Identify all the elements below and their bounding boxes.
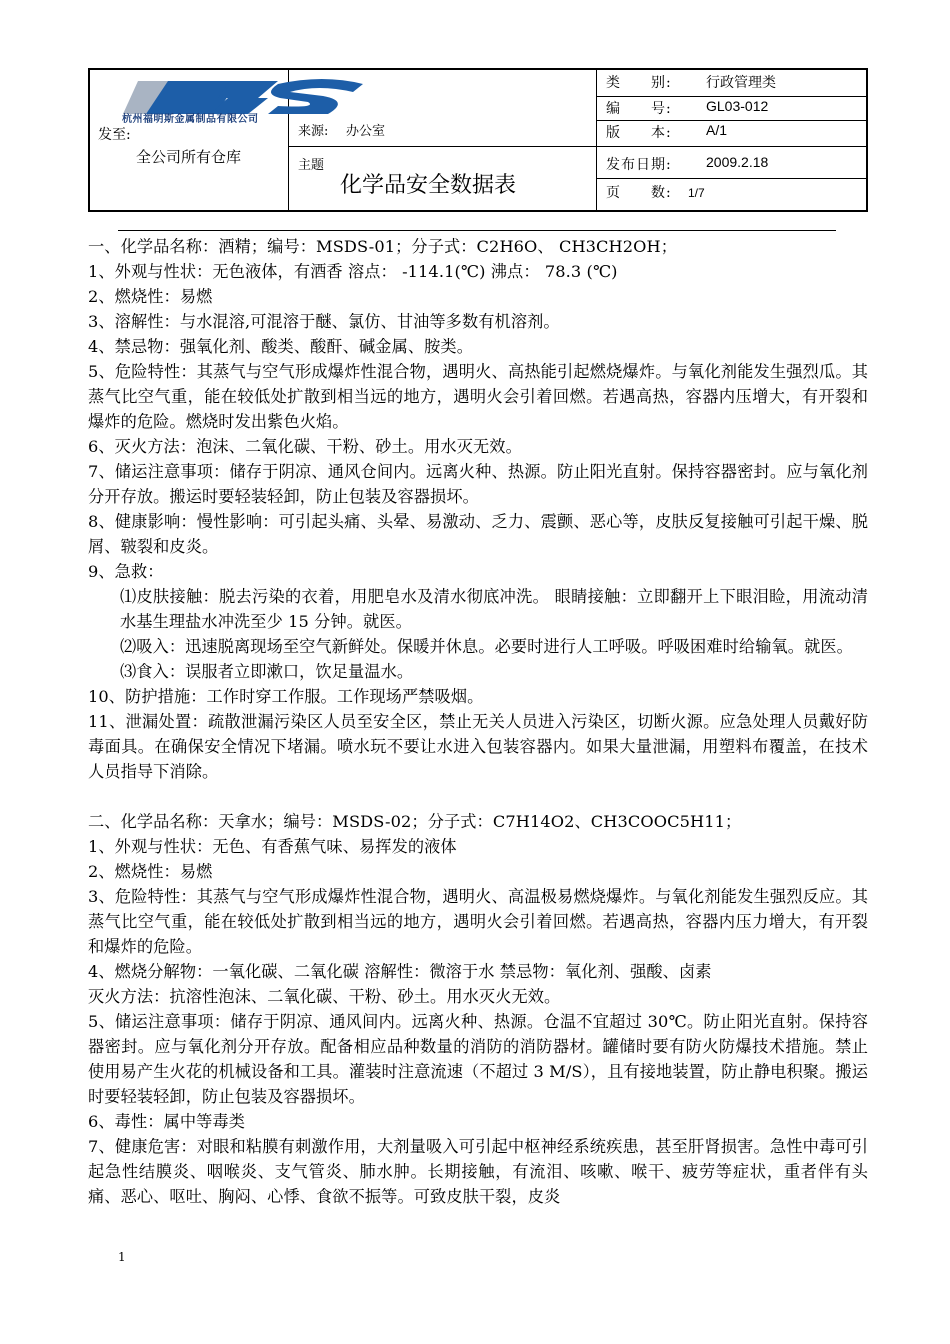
paragraph: 4、燃烧分解物：一氧化碳、二氧化碳 溶解性：微溶于水 禁忌物：氧化剂、强酸、卤素 — [88, 962, 712, 981]
first-aid-item: ⑴皮肤接触：脱去污染的衣着，用肥皂水及清水彻底冲洗。 眼睛接触：立即翻开上下眼泪睑，用流动清水基生理盐水冲洗至少 15 分钟。就医。 — [120, 587, 868, 631]
meta-value-pages: 1/7 — [688, 186, 705, 200]
paragraph: 8、健康影响：慢性影响：可引起头痛、头晕、易激动、乏力、震颤、恶心等，皮肤反复接触可引起干燥、脱屑、皲裂和皮炎。 — [88, 512, 868, 556]
paragraph: 9、急救： — [88, 562, 164, 581]
section1-heading: 一、化学品名称：酒精；编号：MSDS-01；分子式：C2H6O、 CH3CH2OH； — [88, 237, 678, 256]
header-divider — [596, 120, 866, 121]
first-aid-item: ⑶食入：误服者立即漱口，饮足量温水。 — [120, 662, 414, 681]
meta-label-date: 发布日期: — [606, 157, 672, 173]
paragraph: 1、外观与性状：无色、有香蕉气味、易挥发的液体 — [88, 837, 457, 856]
source-value: 办公室 — [346, 124, 386, 139]
paragraph: 6、灭火方法：泡沫、二氧化碳、干粉、砂土。用水灭无效。 — [88, 437, 522, 456]
paragraph: 4、禁忌物：强氧化剂、酸类、酸酐、碱金属、胺类。 — [88, 337, 474, 356]
meta-value-version: A/1 — [706, 122, 728, 138]
meta-value-date: 2009.2.18 — [706, 154, 769, 170]
page-number: 1 — [118, 1250, 126, 1264]
document-body — [88, 234, 868, 1209]
header-rule — [118, 230, 836, 231]
paragraph: 10、防护措施：工作时穿工作服。工作现场严禁吸烟。 — [88, 687, 484, 706]
document-title: 化学品安全数据表 — [340, 173, 517, 198]
source-label: 来源: — [298, 124, 329, 139]
header-divider — [596, 178, 866, 179]
paragraph: 6、毒性：属中等毒类 — [88, 1112, 245, 1131]
company-name-strip: 杭州福明斯金属制品有限公司 — [122, 114, 259, 125]
header-divider — [596, 96, 866, 97]
meta-label-category: 类 别: — [606, 75, 672, 91]
header-divider — [288, 146, 866, 147]
section2-heading: 二、化学品名称：天拿水；编号：MSDS-02；分子式：C7H14O2、CH3COOC5H11； — [88, 812, 742, 831]
send-to-label: 发至: — [98, 127, 131, 143]
paragraph: 2、燃烧性：易燃 — [88, 862, 213, 881]
meta-label-pages: 页 数: — [606, 185, 672, 201]
meta-value-category: 行政管理类 — [706, 74, 776, 90]
paragraph: 11、泄漏处置：疏散泄漏污染区人员至安全区，禁止无关人员进入污染区，切断火源。应急处理人员戴好防毒面具。在确保安全情况下堵漏。喷水玩不要让水进入包装容器内。如果大量泄漏，用塑料布覆盖，在技术人员指导下消除。 — [88, 712, 868, 781]
meta-label-version: 版 本: — [606, 125, 672, 141]
paragraph: 3、危险特性：其蒸气与空气形成爆炸性混合物，遇明火、高温极易燃烧爆炸。与氧化剂能发生强烈反应。其蒸气比空气重，能在较低处扩散到相当远的地方，遇明火会引着回燃。若遇高热，容器内压力增大，有开裂和爆炸的危险。 — [88, 887, 868, 956]
meta-value-number: GL03-012 — [706, 98, 769, 114]
paragraph: 2、燃烧性：易燃 — [88, 287, 213, 306]
paragraph: 3、溶解性：与水混溶,可混溶于醚、氯仿、甘油等多数有机溶剂。 — [88, 312, 560, 331]
paragraph: 7、健康危害：对眼和粘膜有刺激作用，大剂量吸入可引起中枢神经系统疾患，甚至肝肾损害。急性中毒可引起急性结膜炎、咽喉炎、支气管炎、肺水肿。长期接触，有流泪、咳嗽、喉干、疲劳等症状，重者伴有头痛、恶心、呕吐、胸闷、心悸、食欲不振等。可致皮肤干裂，皮炎 — [88, 1137, 868, 1206]
first-aid-item: ⑵吸入：迅速脱离现场至空气新鲜处。保暖并休息。必要时进行人工呼吸。呼吸困难时给输氧。就医。 — [120, 637, 853, 656]
paragraph: 5、危险特性：其蒸气与空气形成爆炸性混合物，遇明火、高热能引起燃烧爆炸。与氧化剂能发生强烈瓜。其蒸气比空气重，能在较低处扩散到相当远的地方，遇明火会引着回燃。若遇高热，容器内压增大，有开裂和爆炸的危险。燃烧时发出紫色火焰。 — [88, 362, 868, 431]
meta-label-number: 编 号: — [606, 101, 672, 117]
paragraph: 5、储运注意事项：储存于阴凉、通风间内。远离火种、热源。仓温不宜超过 30℃。防止阳光直射。保持容器密封。应与氧化剂分开存放。配备相应品种数量的消防的消防器材。罐储时要有防火防爆技术措施。禁止使用易产生火花的机械设备和工具。灌装时注意流速（不超过 3 M/S），且有接地装置，防止静电积聚。搬运时要轻装轻卸，防止包装及容器损坏。 — [88, 1012, 868, 1106]
topic-label: 主题 — [298, 158, 325, 173]
header-divider — [596, 70, 597, 210]
paragraph: 灭火方法：抗溶性泡沫、二氧化碳、干粉、砂土。用水灭火无效。 — [88, 987, 561, 1006]
send-to-value: 全公司所有仓库 — [136, 148, 242, 166]
paragraph: 7、储运注意事项：储存于阴凉、通风仓间内。远离火种、热源。防止阳光直射。保持容器密封。应与氧化剂分开存放。搬运时要轻装轻卸，防止包装及容器损坏。 — [88, 462, 868, 506]
section-gap — [88, 784, 868, 809]
paragraph: 1、外观与性状：无色液体，有酒香 溶点： -114.1(℃) 沸点： 78.3 (℃) — [88, 262, 618, 281]
